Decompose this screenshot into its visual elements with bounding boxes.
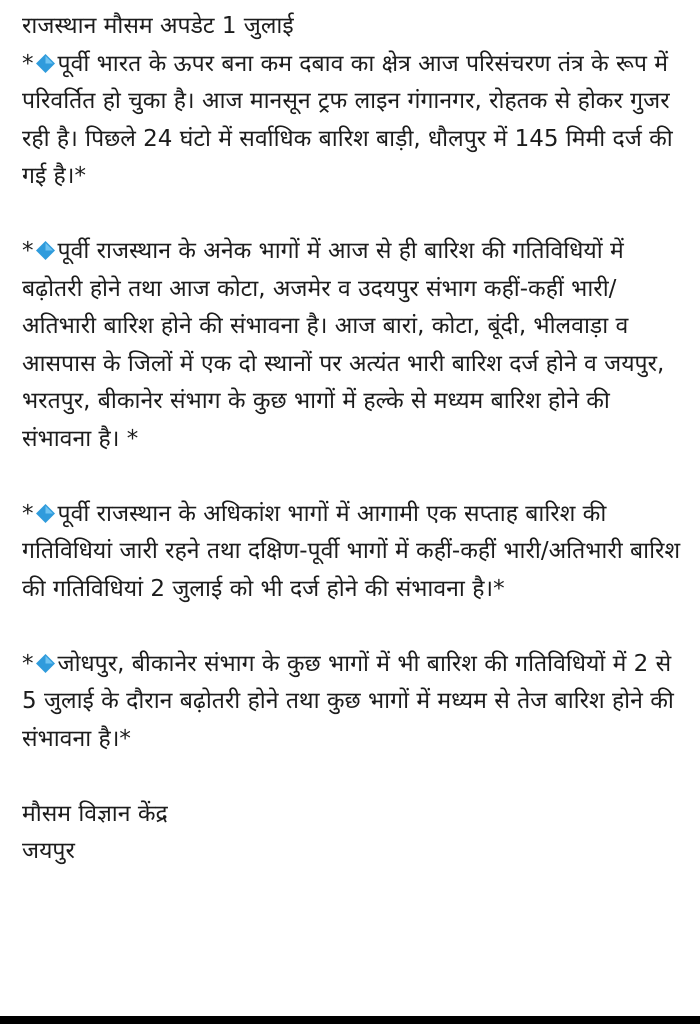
small-blue-diamond-icon [36,54,55,73]
paragraph-1 [22,46,686,196]
asterisk: * [22,500,34,527]
asterisk: * [22,650,34,677]
asterisk: * [22,238,34,264]
small-blue-diamond-icon [36,504,55,523]
small-blue-diamond-icon [36,654,55,673]
bottom-bar [0,1016,700,1024]
signature-department: मौसम विज्ञान केंद्र [22,800,168,827]
asterisk: * [22,50,34,77]
paragraph-4 [22,646,686,759]
signature-city: जयपुर [22,838,75,864]
paragraph-text: पूर्वी राजस्थान के अनेक भागों में आज से ही बारिश की गतिविधियों में बढ़ोतरी होने तथा आज कोटा, अजमेर व उदयपुर संभाग कहीं-कहीं भारी/अतिभारी बारिश होने की संभावना है। आज बारां, कोटा, बूंदी, भीलवाड़ा व आसपास के जिलों में एक दो स्थानों पर अत्यंत भारी बारिश दर्ज होने व जयपुर, भरतपुर, बीकानेर संभाग के कुछ भागों में हल्के से मध्यम बारिश होने की संभावना है। * [22,238,665,452]
paragraph-text: पूर्वी भारत के ऊपर बना कम दबाव का क्षेत्र आज परिसंचरण तंत्र के रूप में परिवर्तित हो चुका है। आज मानसून ट्रफ लाइन गंगानगर, रोहतक से होकर गुजर रही है। पिछले 24 घंटो में सर्वाधिक बारिश बाड़ी, धौलपुर में 145 मिमी दर्ज की गई है।* [22,50,673,189]
message-body [22,8,686,871]
paragraph-3 [22,496,686,609]
paragraph-text: जोधपुर, बीकानेर संभाग के कुछ भागों में भी बारिश की गतिविधियों में 2 से 5 जुलाई के दौरान बढ़ोतरी होने तथा कुछ भागों में मध्यम से तेज बारिश होने की संभावना है।* [22,650,674,752]
small-blue-diamond-icon [36,241,55,260]
message-title: राजस्थान मौसम अपडेट 1 जुलाई [22,13,294,39]
paragraph-text: पूर्वी राजस्थान के अधिकांश भागों में आगामी एक सप्ताह बारिश की गतिविधियां जारी रहने तथा दक्षिण-पूर्वी भागों में कहीं-कहीं भारी/अतिभारी बारिश की गतिविधियां 2 जुलाई को भी दर्ज होने की संभावना है।* [22,500,681,602]
paragraph-2 [22,233,686,458]
